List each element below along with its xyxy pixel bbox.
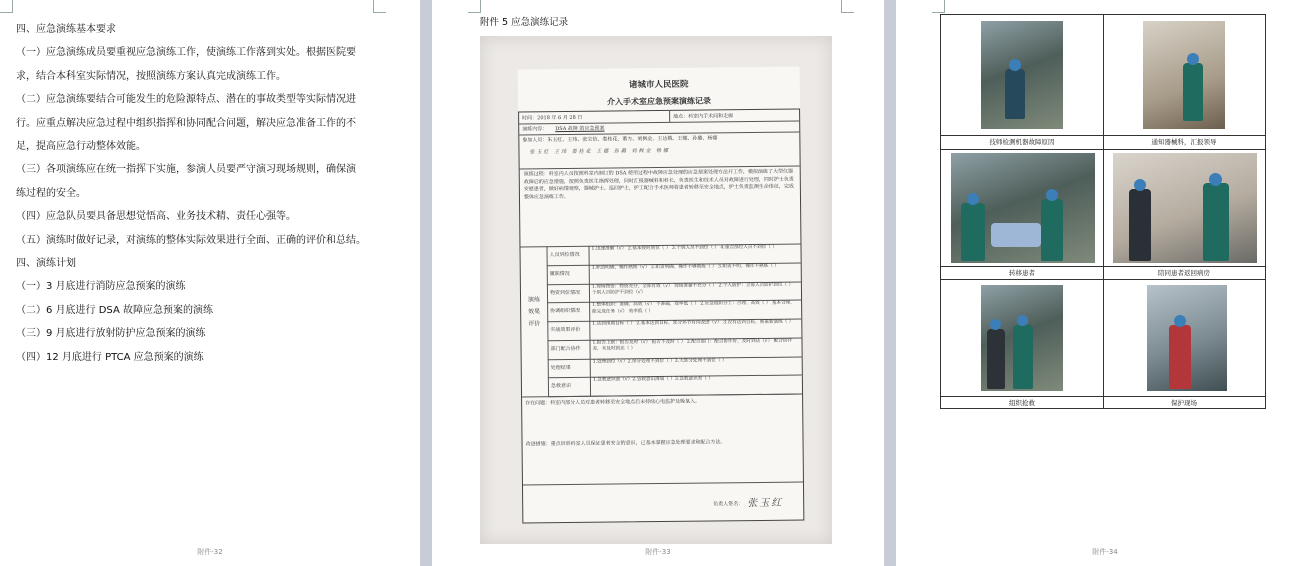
text-line: 练过程的安全。: [16, 187, 86, 199]
document-page-34: [896, 0, 1314, 566]
text-line: （四）应急队员要具备思想觉悟高、业务技术精、责任心强等。: [16, 211, 296, 223]
drill-description: 演练过程：科室内人员按照科室内制订的 DSA 使用过程中故障应急处理的应急预案处理方法开工作，模拟演练了大型仪器故障后的应急措施，按照负责医生指挥处理，同时汇报器械科和科长，负责医生和技术人员对故障进行处理，同时护士负责安慰患者，做好病情观察，器械护士、巡回护士，护工配合手术医师将患者转移至安全地点，护士负责监测生命体征，完成整体应急演练工作。: [523, 168, 794, 200]
page-body-text: [16, 18, 386, 369]
hospital-name: 诸城市人民医院: [628, 79, 689, 91]
photo-accompany-patient-to-ward: [1113, 153, 1257, 263]
photo-caption: 保护现场: [1171, 399, 1197, 407]
photo-caption: 技师检测机器故障原因: [989, 138, 1055, 146]
form-row-description: [520, 166, 801, 248]
page-gap: [420, 0, 432, 566]
text-line: 行。应重点解决应急过程中组织指挥和协同配合问题，解决应急准备工作的不: [16, 117, 356, 129]
eval-row-name: 物资到位情况: [549, 289, 581, 296]
scanned-record-photo: [480, 36, 832, 544]
signer-label: 负责人签名：: [713, 501, 744, 508]
page-gap: [884, 0, 896, 566]
place-label: 地点：科室内手术间和走廊: [673, 113, 734, 120]
photo-notify-equipment-dept: [1143, 21, 1225, 129]
text-line: （四）12 月底进行 PTCA 应急预案的演练: [16, 351, 204, 363]
document-page-33: [432, 0, 884, 566]
evaluation-label: 演练效果评价: [527, 296, 541, 328]
eval-row-name: 履职情况: [549, 270, 570, 277]
eval-row-result: 1.急救意识强（√）2.急救意识薄弱（ ）3.急救意识差（ ）: [592, 376, 713, 383]
attachment-caption: 附件 5 应急演练记录: [480, 17, 569, 28]
problems-text: 存在问题：科室内部分人员对患者转移至安全地点后未持续心电监护及吸氧入。: [525, 398, 701, 407]
eval-row-name: 急救意识: [550, 383, 571, 390]
text-line: 四、演练计划: [16, 258, 76, 270]
text-line: （三）各项演练应在统一指挥下实施，参演人员要严守演习现场规则，确保演: [16, 164, 356, 176]
participants-label: 参加人员：朱玉红、王玮、张宝信、娄桂花、董方、刘枫金、王达娥、王娜、孙璐、杨娜: [522, 135, 718, 144]
eval-row-result: 1.整体组织：准确、高效（√） 不准确，效率低（ ） 2.应急组织分工：合理、高效（ ） 基本合理，能完成任务（√） 效率低（ ）: [592, 300, 795, 315]
eval-row-name: 部门配合协作: [550, 345, 581, 352]
eval-row-result: 1.现场物资：物资充分，全部有效（√） 现场准备不充分（ ） 2.个人防护：全部人员防护到位（ ） 个别人员防护不到位（√）: [591, 282, 794, 296]
time-label: 时间：2018 年 6 月 28 日: [522, 114, 583, 122]
content-label: 演练内容：: [522, 126, 548, 133]
photo-protect-scene: [1147, 285, 1227, 391]
photo-technician-inspecting: [981, 21, 1063, 129]
text-line: （五）演练时做好记录，对演练的整体实际效果进行全面、正确的评价和总结。: [16, 234, 366, 246]
page-corner-mark: [373, 0, 386, 13]
photo-caption: 转移患者: [1009, 269, 1035, 277]
photo-table: [940, 14, 1266, 409]
photo-caption: 组织抢救: [1009, 399, 1035, 407]
page-footer: 附件-34: [1092, 548, 1118, 556]
text-line: 足，提高应急行动整体效能。: [16, 141, 146, 153]
photo-caption: 通知器械科，汇报领导: [1151, 138, 1217, 146]
eval-row-name: 处理结果: [550, 364, 571, 371]
text-line: （二）6 月底进行 DSA 故障应急预案的演练: [16, 304, 213, 316]
text-line: 四、应急演练基本要求: [16, 24, 116, 35]
photo-transfer-patient: [951, 153, 1095, 263]
document-page-32: [0, 0, 420, 566]
record-sheet: [518, 67, 805, 524]
eval-row-result: 1.职责明确，操作熟练（√） 2.职责明确，操作不够熟练（ ） 3.职责不明，操作不熟练（ ）: [591, 263, 780, 271]
improvements-text: 改进措施：重点培训科室人员保证患者安全的意识，已基本掌握应急处理要求和配合方法。: [525, 439, 726, 448]
page-corner-mark: [0, 0, 13, 13]
eval-row-name: 人员到位情况: [549, 251, 580, 259]
photo-caption: 陪同患者返回病房: [1158, 269, 1210, 277]
page-corner-mark: [468, 0, 481, 13]
page-footer: 附件-32: [197, 548, 223, 556]
text-line: （一）应急演练成员要重视应急演练工作，使演练工作落到实处。根据医院要: [16, 47, 356, 59]
record-title: 介入手术室应急预案演练记录: [606, 95, 712, 107]
eval-row-result: 1.达到预期目标（ ） 2.基本达到目标，部分环节有待改进（√） 3.没有达到目标，需重新演练（ ）: [592, 319, 794, 327]
page-corner-mark: [932, 0, 945, 13]
record-form: [518, 109, 804, 524]
form-row-participants: [519, 132, 799, 170]
eval-row-result: 1.报告上级：报告及时（√） 报告不及时（ ） 2.配合部门：配合协作好，及时到达（√） 配合协作差，未及时到达（ ）: [592, 338, 793, 352]
participant-signatures: 张玉红 王玮 娄桂花 王娜 孙璐 刘枫金 杨娜: [529, 147, 671, 156]
text-line: 求，结合本科室实际情况，按照演练方案认真完成演练工作。: [16, 70, 286, 82]
evaluation-section: [520, 244, 802, 397]
page-footer: 附件-33: [645, 548, 671, 556]
text-line: （三）9 月底进行放射防护应急预案的演练: [16, 328, 206, 340]
eval-row-name: 协调组织情况: [550, 308, 581, 315]
photo-organize-rescue: [981, 285, 1063, 391]
signer-signature: 张玉红: [747, 497, 784, 510]
divider: [523, 482, 803, 486]
eval-row-result: 1.迅速准确（√） 2.基本按时到位（ ） 3.个别人员不到位（ ） 4.重点部位人员不到位（ ）: [591, 244, 777, 252]
eval-row-result: 1.处理到位（√）2.部分处理不到位（ ）3.大部分处理不到位（ ）: [592, 357, 727, 365]
text-line: （一）3 月底进行消防应急预案的演练: [16, 281, 186, 293]
eval-row-name: 实战效果评价: [550, 326, 581, 334]
text-line: （二）应急演练要结合可能发生的危险源特点、潜在的事故类型等实际情况进: [16, 94, 356, 106]
page-corner-mark: [841, 0, 854, 13]
content-value: DSA 故障 的应急预案: [555, 125, 605, 133]
